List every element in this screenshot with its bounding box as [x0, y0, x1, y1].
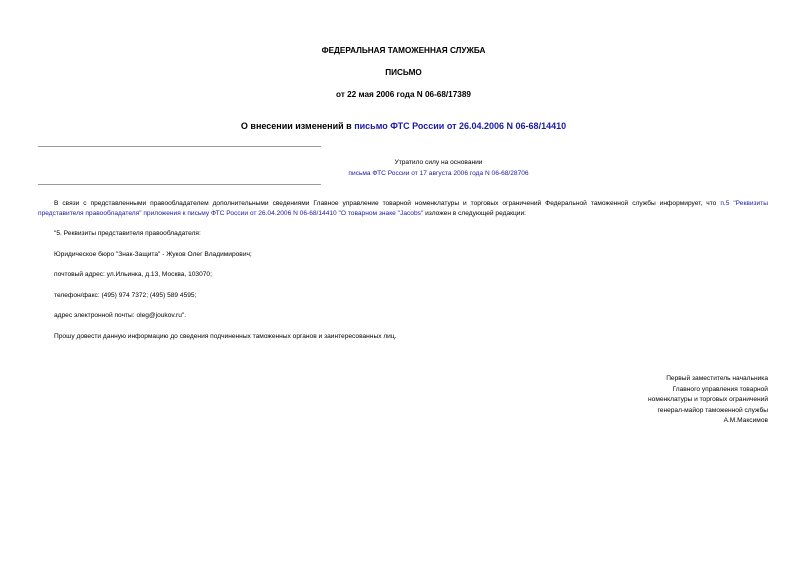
subject-prefix: О внесении изменений в [240, 121, 355, 131]
postal-address-line: почтовый адрес: ул.Ильинка, д.13, Москва, 103070; [54, 271, 212, 278]
bureau-line: Юридическое бюро "Знак-Защита" - Жуков Олег Владимирович; [54, 251, 252, 258]
signature-position-line-2: Главного управления товарной [672, 385, 768, 393]
signatory-name: А.М.Максимов [723, 417, 768, 425]
signature-block [648, 374, 768, 427]
divider-top [38, 146, 321, 147]
item-heading: "5. Реквизиты представителя правообладателя: [54, 230, 201, 237]
email-line: адрес электронной почты: oleg@joukov.ru". [54, 312, 187, 319]
phone-fax-line: телефон/факс: (495) 974 7372; (495) 589 4595; [54, 292, 197, 299]
status-note-link-row [234, 169, 643, 179]
subject-link[interactable]: письмо ФТС России от 26.04.2006 N 06-68/14410 [354, 121, 567, 131]
intro-text: В связи с представленными правообладателем дополнительными сведениями Главное управление товарной номенклатуры и торговых ограничений Федеральной таможенной службы информирует, что [54, 200, 721, 207]
closing-paragraph: Прошу довести данную информацию до сведения подчиненных таможенных органов и заинтересованных лиц. [54, 333, 397, 340]
document-date-number: от 22 мая 2006 года N 06-68/17389 [336, 90, 471, 99]
status-note-link[interactable]: письма ФТС России от 17 августа 2006 года N 06-68/28706 [348, 170, 529, 177]
signature-position-line-4: генерал-майор таможенной службы [657, 406, 768, 414]
intro-link[interactable]: п.5 "Реквизиты представителя правообладателя" приложения к письму ФТС России от 26.04.2006 N 06-68/14410 "О товарном знаке "Jacobs" [38, 200, 768, 217]
document-type: ПИСЬМО [385, 68, 422, 77]
intro-tail: изложен в следующей редакции: [423, 210, 526, 217]
document-subject [0, 121, 807, 131]
agency-title: ФЕДЕРАЛЬНАЯ ТАМОЖЕННАЯ СЛУЖБА [321, 46, 486, 55]
signature-position-line-1: Первый заместитель начальника [666, 375, 768, 382]
intro-paragraph [38, 199, 768, 219]
status-note-line: Утратило силу на основании [394, 159, 483, 166]
divider-bottom [38, 184, 321, 185]
signature-position-line-3: номенклатуры и торговых ограничений [648, 396, 768, 404]
